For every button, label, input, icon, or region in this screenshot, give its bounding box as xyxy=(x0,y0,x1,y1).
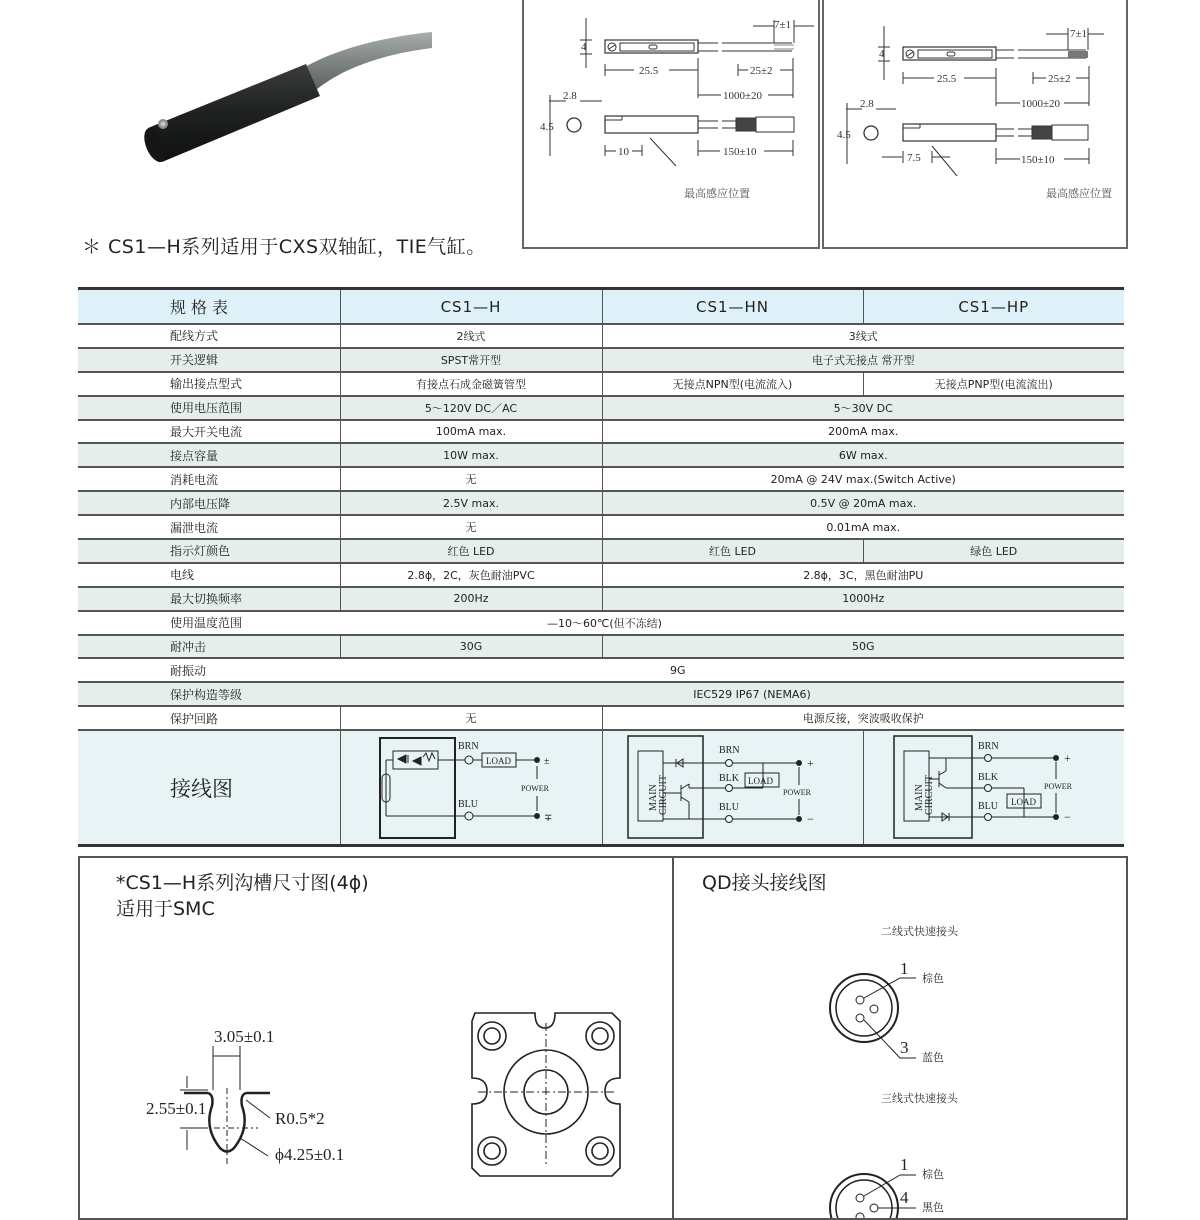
cs1-h-value: 红色 LED xyxy=(340,539,602,563)
cs1-h-value: 无 xyxy=(340,706,602,730)
table-row xyxy=(78,491,1124,515)
cs1-h-value: 无 xyxy=(340,515,602,539)
svg-text:+: + xyxy=(1063,751,1071,766)
all-models-value: 9G xyxy=(340,658,1124,682)
svg-text:CIRCUIT: CIRCUIT xyxy=(923,775,935,816)
svg-text:CIRCUIT: CIRCUIT xyxy=(657,775,669,816)
load-label: LOAD xyxy=(485,756,511,767)
row-label: 开关逻辑 xyxy=(78,348,340,372)
product-photo xyxy=(120,0,460,200)
svg-text:+: + xyxy=(806,756,814,771)
applicability-note: ＊ CS1—H系列适用于CXS双轴缸，TIE气缸。 xyxy=(82,236,486,258)
cs1-hn-hp-value: 电子式无接点 常开型 xyxy=(602,348,1124,372)
svg-text:BLU: BLU xyxy=(977,801,998,813)
dim-sense-position: 7.5 xyxy=(907,152,921,164)
svg-text:BLK: BLK xyxy=(718,773,739,785)
row-label: 最大切换频率 xyxy=(78,587,340,611)
cs1-hn-value: 无接点NPN型(电流流入) xyxy=(602,372,863,396)
row-label: 漏泄电流 xyxy=(78,515,340,539)
svg-text:±: ± xyxy=(543,756,549,768)
groove-radius-dim: R0.5*2 xyxy=(275,1109,325,1128)
wiring-diagram-row xyxy=(78,730,1124,846)
groove-diameter-dim: ϕ4.25±0.1 xyxy=(275,1145,345,1164)
wiring-diagram-cs1-hn xyxy=(602,730,863,846)
header-cs1-hn: CS1—HN xyxy=(602,289,863,325)
dim-width: 2.8 xyxy=(563,90,577,102)
svg-text:∓: ∓ xyxy=(543,813,552,825)
pin-number: 1 xyxy=(900,1155,909,1174)
spec-table xyxy=(78,287,1124,847)
cs1-h-value: 10W max. xyxy=(340,443,602,467)
header-spec: 规格表 xyxy=(78,289,340,325)
cs1-hn-hp-value: 200mA max. xyxy=(602,420,1124,444)
row-label: 保护构造等级 xyxy=(78,682,340,706)
table-row xyxy=(78,515,1124,539)
three-wire-title: 三线式快速接头 xyxy=(881,1092,958,1105)
svg-text:BLK: BLK xyxy=(977,772,998,784)
table-row xyxy=(78,635,1124,659)
svg-text:BRN: BRN xyxy=(977,741,999,753)
pin-color: 蓝色 xyxy=(922,1052,944,1064)
pin-color: 棕色 xyxy=(922,1169,944,1181)
table-row xyxy=(78,467,1124,491)
header-cs1-h: CS1—H xyxy=(340,289,602,325)
wiring-diagram-cs1-hp xyxy=(863,730,1124,846)
row-label: 使用温度范围 xyxy=(78,611,340,635)
wiring-label: 接线图 xyxy=(78,730,340,846)
cs1-h-value: 2线式 xyxy=(340,324,602,348)
table-row xyxy=(78,348,1124,372)
table-row xyxy=(78,706,1124,730)
dim-strip-length: 25±2 xyxy=(1048,73,1071,85)
row-label: 使用电压范围 xyxy=(78,396,340,420)
cs1-h-value: 无 xyxy=(340,467,602,491)
table-row xyxy=(78,682,1124,706)
qd-title: QD接头接线图 xyxy=(702,872,827,894)
svg-text:POWER: POWER xyxy=(1043,782,1072,792)
table-row xyxy=(78,587,1124,611)
dim-sense-position: 10 xyxy=(618,146,629,158)
table-row xyxy=(78,611,1124,635)
dim-body-length: 25.5 xyxy=(937,73,957,85)
svg-text:−: − xyxy=(1063,810,1071,825)
svg-text:BLU: BLU xyxy=(457,799,478,811)
dim-cable-length: 1000±20 xyxy=(1021,98,1061,110)
dim-profile-height: 4.5 xyxy=(837,129,851,141)
groove-title-line1: *CS1—H系列沟槽尺寸图(4ϕ) xyxy=(116,872,369,894)
two-wire-title: 二线式快速接头 xyxy=(881,925,958,938)
dim-profile-height: 4.5 xyxy=(540,121,554,133)
svg-text:MAIN: MAIN xyxy=(913,784,925,812)
pin-number: 4 xyxy=(900,1188,909,1207)
row-label: 耐振动 xyxy=(78,658,340,682)
row-label: 保护回路 xyxy=(78,706,340,730)
cs1-hp-value: 绿色 LED xyxy=(863,539,1124,563)
svg-text:BLU: BLU xyxy=(718,802,739,814)
svg-text:LOAD: LOAD xyxy=(1010,797,1036,808)
cs1-h-value: 2.8ϕ，2C，灰色耐油PVC xyxy=(340,563,602,587)
row-label: 电线 xyxy=(78,563,340,587)
row-label: 耐冲击 xyxy=(78,635,340,659)
qd-connector-panel xyxy=(672,856,1128,1220)
dim-strip-length: 25±2 xyxy=(750,65,773,77)
all-models-value: —10～60℃(但不冻结) xyxy=(340,611,1124,635)
cs1-h-value: 2.5V max. xyxy=(340,491,602,515)
dim-qd-length: 150±10 xyxy=(723,146,757,158)
row-label: 配线方式 xyxy=(78,324,340,348)
dim-qd-length: 150±10 xyxy=(1021,154,1055,166)
groove-dimension-panel xyxy=(78,856,674,1220)
cs1-hn-hp-value: 20mA @ 24V max.(Switch Active) xyxy=(602,467,1124,491)
cs1-hn-hp-value: 电源反接，突波吸收保护 xyxy=(602,706,1124,730)
svg-text:MAIN: MAIN xyxy=(647,784,659,812)
sense-position-caption: 最高感应位置 xyxy=(684,188,750,200)
groove-depth-dim: 2.55±0.1 xyxy=(146,1099,207,1118)
row-label: 消耗电流 xyxy=(78,467,340,491)
wiring-diagram-cs1-h xyxy=(340,730,602,846)
cs1-hp-value: 无接点PNP型(电流流出) xyxy=(863,372,1124,396)
svg-text:LOAD: LOAD xyxy=(747,776,773,787)
cs1-h-value: 有接点石成金磁簧管型 xyxy=(340,372,602,396)
dim-body-length: 25.5 xyxy=(639,65,659,77)
cs1-hn-hp-value: 2.8ϕ，3C，黑色耐油PU xyxy=(602,563,1124,587)
table-header-row xyxy=(78,289,1124,325)
cs1-hn-value: 红色 LED xyxy=(602,539,863,563)
svg-text:−: − xyxy=(806,812,814,827)
dim-cable-length: 1000±20 xyxy=(723,90,763,102)
dim-width: 2.8 xyxy=(860,98,874,110)
svg-text:BRN: BRN xyxy=(457,741,479,753)
power-label: POWER xyxy=(520,784,549,794)
sense-position-caption: 最高感应位置 xyxy=(1046,188,1112,200)
table-row xyxy=(78,396,1124,420)
row-label: 接点容量 xyxy=(78,443,340,467)
table-row xyxy=(78,563,1124,587)
dim-height: 4 xyxy=(581,41,587,53)
cs1-h-value: 100mA max. xyxy=(340,420,602,444)
dimension-drawing-cs1-h xyxy=(522,0,820,249)
two-wire-connector xyxy=(814,948,1014,1068)
cs1-hn-hp-value: 50G xyxy=(602,635,1124,659)
cs1-hn-hp-value: 0.01mA max. xyxy=(602,515,1124,539)
cs1-hn-hp-value: 3线式 xyxy=(602,324,1124,348)
groove-title-line2: 适用于SMC xyxy=(116,898,215,920)
dim-wire-strip: 7±1 xyxy=(774,19,792,31)
svg-text:POWER: POWER xyxy=(782,788,811,798)
row-label: 内部电压降 xyxy=(78,491,340,515)
cs1-hn-hp-value: 5～30V DC xyxy=(602,396,1124,420)
row-label: 输出接点型式 xyxy=(78,372,340,396)
pin-number: 1 xyxy=(900,959,909,978)
cs1-hn-hp-value: 1000Hz xyxy=(602,587,1124,611)
pin-number: 3 xyxy=(900,1038,909,1057)
all-models-value: IEC529 IP67 (NEMA6) xyxy=(340,682,1124,706)
pin-color: 黑色 xyxy=(922,1202,944,1214)
groove-width-dim: 3.05±0.1 xyxy=(214,1027,275,1046)
header-cs1-hp: CS1—HP xyxy=(863,289,1124,325)
table-row xyxy=(78,539,1124,563)
row-label: 最大开关电流 xyxy=(78,420,340,444)
cs1-h-value: 200Hz xyxy=(340,587,602,611)
pin-color: 棕色 xyxy=(922,973,944,985)
cs1-h-value: 5～120V DC／AC xyxy=(340,396,602,420)
dim-height: 4 xyxy=(879,48,885,60)
cs1-h-value: 30G xyxy=(340,635,602,659)
table-row xyxy=(78,420,1124,444)
three-wire-connector xyxy=(814,1123,1014,1218)
svg-text:BRN: BRN xyxy=(718,745,740,757)
table-row xyxy=(78,443,1124,467)
cs1-hn-hp-value: 6W max. xyxy=(602,443,1124,467)
cs1-h-value: SPST常开型 xyxy=(340,348,602,372)
table-row xyxy=(78,372,1124,396)
dimension-drawing-cs1-hn-hp xyxy=(822,0,1128,249)
table-row xyxy=(78,658,1124,682)
cylinder-end-view xyxy=(472,1013,620,1176)
cs1-hn-hp-value: 0.5V @ 20mA max. xyxy=(602,491,1124,515)
row-label: 指示灯颜色 xyxy=(78,539,340,563)
table-row xyxy=(78,324,1124,348)
dim-wire-strip: 7±1 xyxy=(1070,28,1088,40)
